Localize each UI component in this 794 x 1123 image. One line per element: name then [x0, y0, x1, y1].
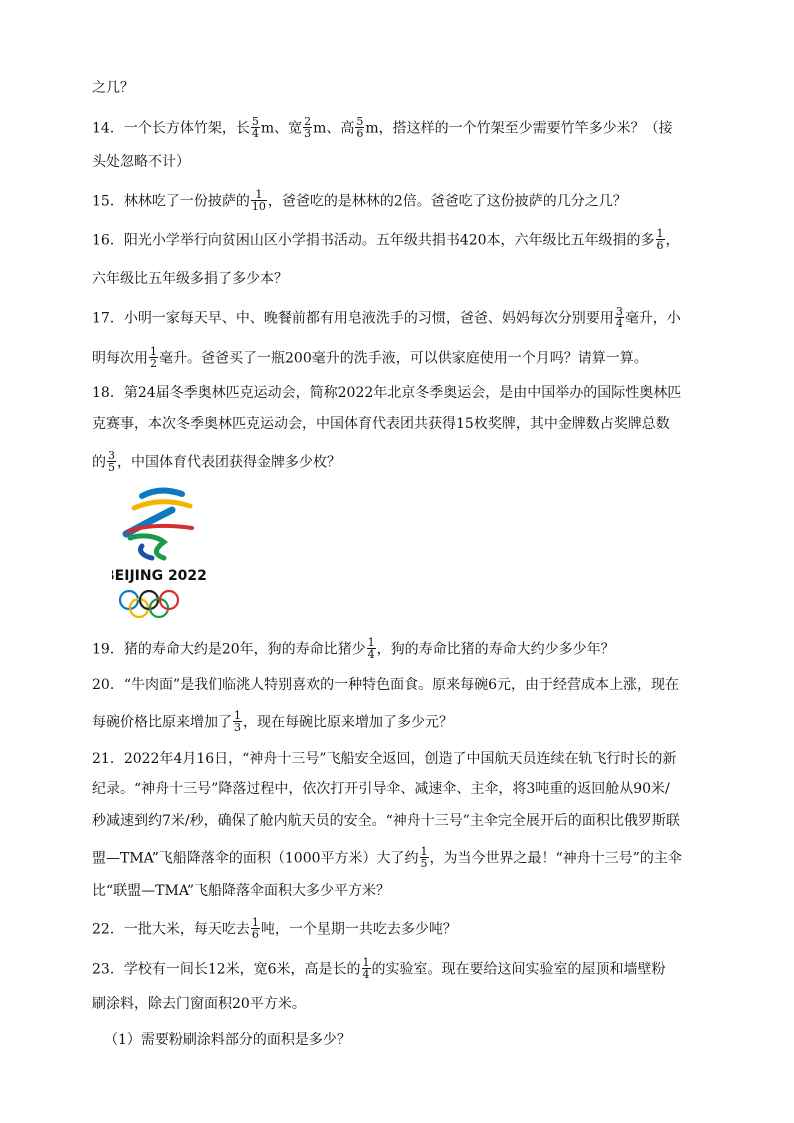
text-line — [92, 229, 680, 252]
text-segment: 17．小明一家每天早、中、晚餐前都有用皂液洗手的习惯，爸爸、妈妈每次分别要用 — [92, 310, 614, 327]
fraction — [615, 306, 624, 329]
fraction-denominator: 6 — [356, 127, 364, 140]
text-segment: ，为当今世界之最！“神舟十三号”的主伞 — [429, 850, 682, 867]
fraction-numerator: 1 — [234, 709, 241, 722]
text-segment: ， — [665, 232, 680, 249]
text-line — [92, 117, 673, 140]
text-segment: 明每次用 — [92, 350, 148, 367]
text-line — [92, 414, 670, 434]
fraction-numerator: 1 — [367, 636, 375, 649]
text-segment: 毫升，小 — [624, 310, 681, 327]
text-segment: 秒减速到约7米/秒，确保了舱内航天员的安全。“神舟十三号”主伞完全展开后的面积比俄罗斯联 — [92, 813, 680, 829]
text-line — [92, 881, 390, 901]
fraction — [656, 228, 665, 251]
fraction-denominator: 10 — [251, 200, 266, 213]
fraction-denominator: 2 — [150, 357, 157, 370]
fraction-numerator: 5 — [251, 115, 259, 128]
fraction-numerator: 5 — [356, 115, 364, 128]
fraction — [251, 917, 260, 940]
text-line — [92, 190, 627, 213]
fraction — [420, 846, 429, 869]
fraction-numerator: 1 — [251, 916, 259, 929]
fraction — [233, 710, 242, 733]
text-segment: 14．一个长方体竹架，长 — [92, 120, 250, 137]
text-segment: ，狗的寿命比猪的寿命大约少多少年？ — [376, 641, 615, 658]
text-segment: 23．学校有一间长12米，宽6米，高是长的 — [92, 961, 361, 978]
fraction-numerator: 3 — [108, 449, 115, 462]
text-segment: 刷涂料，除去门窗面积20平方米。 — [92, 996, 306, 1012]
text-line — [92, 847, 682, 870]
text-segment: 比“联盟—TMA”飞船降落伞面积大多少平方米？ — [92, 883, 391, 899]
fraction-numerator: 1 — [656, 227, 664, 240]
text-segment: 之几？ — [92, 80, 134, 96]
fraction-denominator: 4 — [251, 127, 259, 140]
fraction-numerator: 3 — [615, 305, 623, 318]
text-line — [92, 779, 670, 799]
fraction — [251, 189, 267, 212]
fraction-denominator: 3 — [234, 721, 241, 734]
text-line — [92, 152, 190, 172]
fraction-denominator: 4 — [367, 648, 375, 661]
beijing-2022-wordmark: BEIJING 2022 — [112, 568, 207, 584]
text-segment: 21．2022年4月16日，“神舟十三号”飞船安全返回，创造了中国航天员连续在轨飞行时长的新 — [92, 751, 677, 767]
text-segment: 的实验室。现在要给这间实验室的屋顶和墙壁粉 — [371, 961, 666, 978]
fraction-denominator: 6 — [656, 239, 664, 252]
text-line — [92, 711, 453, 734]
text-line — [92, 347, 648, 370]
fraction — [355, 116, 364, 139]
fraction — [251, 116, 260, 139]
text-line — [104, 1030, 351, 1050]
text-segment: （1）需要粉刷涂料部分的面积是多少？ — [104, 1032, 351, 1048]
text-segment: 16．阳光小学举行向贫困山区小学捐书活动。五年级共捐书420本，六年级比五年级捐的多 — [92, 232, 655, 249]
text-segment: 每碗价格比原来增加了 — [92, 714, 232, 731]
text-line — [92, 994, 306, 1014]
text-line — [92, 269, 288, 289]
fraction-denominator: 4 — [362, 968, 370, 981]
text-line — [92, 918, 457, 941]
text-line — [92, 749, 676, 769]
text-line — [92, 307, 681, 330]
text-segment: 18．第24届冬季奥林匹克运动会，简称2022年北京冬季奥运会，是由中国举办的国际性奥林匹 — [92, 385, 682, 401]
fraction-numerator: 2 — [304, 115, 312, 128]
text-segment: 19．猪的寿命大约是20年，狗的寿命比猪少 — [92, 641, 366, 658]
fraction-numerator: 1 — [362, 956, 370, 969]
fraction-numerator: 1 — [420, 845, 428, 858]
text-line — [92, 451, 341, 474]
text-segment: m，搭这样的一个竹架至少需要竹竿多少米？（接 — [365, 120, 673, 137]
text-line — [92, 78, 134, 98]
fraction-denominator: 3 — [304, 127, 312, 140]
text-segment: 20．“牛肉面”是我们临洮人特别喜欢的一种特色面食。原来每碗6元，由于经营成本上涨，现在 — [92, 677, 680, 693]
text-segment: 22．一批大米，每天吃去 — [92, 921, 250, 938]
fraction-denominator: 5 — [108, 461, 115, 474]
text-segment: 头处忽略不计） — [92, 154, 190, 170]
text-segment: 毫升。爸爸买了一瓶200毫升的洗手液，可以供家庭使用一个月吗？请算一算。 — [159, 350, 648, 367]
text-segment: 吨，一个星期一共吃去多少吨？ — [260, 921, 457, 938]
text-segment: 的 — [92, 454, 106, 471]
text-line — [92, 958, 666, 981]
fraction-denominator: 6 — [251, 928, 259, 941]
fraction — [367, 637, 376, 660]
fraction-denominator: 4 — [615, 317, 623, 330]
text-segment: 纪录。“神舟十三号”降落过程中，依次打开引导伞、减速伞、主伞，将3吨重的返回舱从90米/ — [92, 781, 670, 797]
text-line — [92, 811, 680, 831]
fraction — [149, 346, 158, 369]
fraction — [303, 116, 312, 139]
text-segment: m、高 — [313, 120, 355, 137]
beijing-2022-winter-olympics-logo — [112, 484, 212, 624]
text-segment: 盟—TMA”飞船降落伞的面积（1000平方米）大了约 — [92, 850, 419, 867]
text-segment: 15．林林吃了一份披萨的 — [92, 193, 250, 210]
text-segment: ，爸爸吃的是林林的2倍。爸爸吃了这份披萨的几分之几？ — [267, 193, 627, 210]
text-segment: ，中国体育代表团获得金牌多少枚？ — [117, 454, 341, 471]
fraction — [107, 450, 116, 473]
text-segment: m、宽 — [260, 120, 303, 137]
fraction-denominator: 5 — [420, 857, 428, 870]
text-segment: 克赛事，本次冬季奥林匹克运动会，中国体育代表团共获得15枚奖牌，其中金牌数占奖牌总数 — [92, 416, 670, 432]
text-line — [92, 675, 679, 695]
text-segment: ，现在每碗比原来增加了多少元？ — [243, 714, 453, 731]
text-segment: 六年级比五年级多捐了多少本？ — [92, 271, 288, 287]
beijing-2022-emblem-icon — [112, 484, 212, 624]
fraction-numerator: 1 — [255, 188, 263, 201]
text-line — [92, 383, 681, 403]
fraction — [362, 957, 371, 980]
text-line — [92, 638, 615, 661]
fraction-numerator: 1 — [150, 345, 157, 358]
